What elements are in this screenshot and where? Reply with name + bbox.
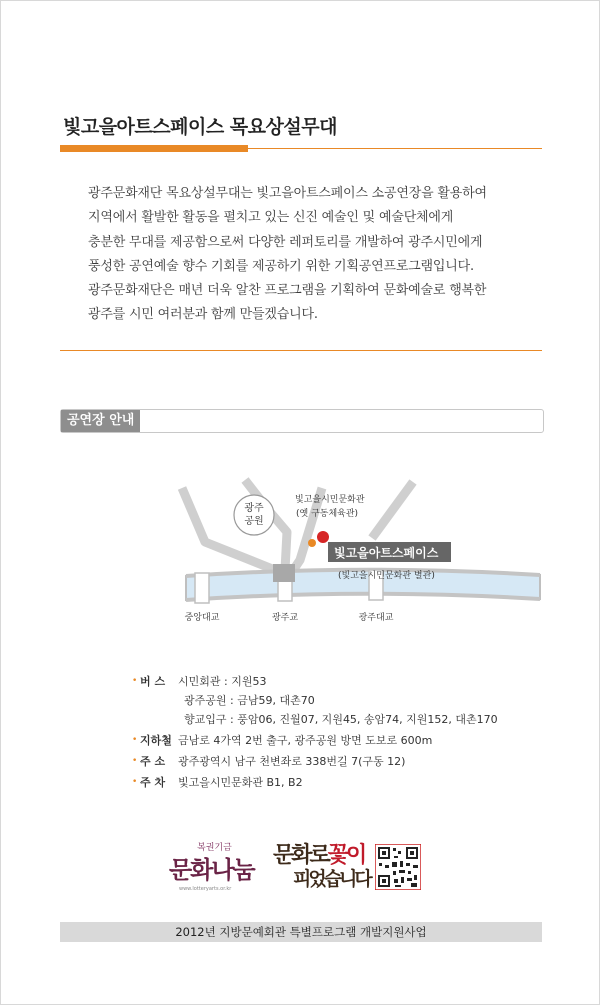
map-bridge xyxy=(195,573,209,603)
sponsor-logos xyxy=(165,838,435,898)
intro-paragraph xyxy=(88,182,528,328)
venue-sub-label: (빛고을시민문화관 별관) xyxy=(338,571,435,581)
lottery-fund-url: www.lotteryarts.or.kr xyxy=(179,886,232,892)
subway-value: 금남로 4가역 2번 출구, 광주공원 방면 도보로 600m xyxy=(178,734,433,747)
intro-line: 풍성한 공연예술 향수 기회를 제공하기 위한 기획공연프로그램입니다. xyxy=(88,258,474,274)
title-underline xyxy=(60,145,542,153)
intro-line: 충분한 무대를 제공함으로써 다양한 레퍼토리를 개발하여 광주시민에게 xyxy=(88,234,483,250)
slogan-flower: 꽃이 xyxy=(327,842,365,868)
park-label-2: 공원 xyxy=(244,516,264,527)
bridge-label: 광주대교 xyxy=(358,613,394,623)
title-underline-line xyxy=(248,148,542,149)
intro-line: 광주를 시민 여러분과 함께 만들겠습니다. xyxy=(88,307,318,323)
park-marker xyxy=(234,495,274,535)
bullet-icon: • xyxy=(132,676,138,686)
bus-key: 버 스 xyxy=(140,675,166,688)
park-label-1: 광주 xyxy=(244,503,264,514)
bullet-icon: • xyxy=(132,777,138,787)
center-label-1: 빛고을시민문화관 xyxy=(295,495,365,505)
directions-list xyxy=(132,672,498,792)
parking-row xyxy=(132,773,498,792)
intro-line: 광주문화재단 목요상설무대는 빛고을아트스페이스 소공연장을 활용하여 xyxy=(88,186,487,201)
parking-key: 주 차 xyxy=(140,776,166,789)
location-map xyxy=(0,460,600,635)
intro-line: 광주문화재단은 매년 더욱 알찬 프로그램을 기획하여 문화예술로 행복한 xyxy=(88,283,487,299)
center-location-icon xyxy=(317,531,329,543)
slogan-line-2: 피었습니다 xyxy=(293,868,370,890)
section-header-label: 공연장 안내 xyxy=(61,410,140,432)
subway-key: 지하철 xyxy=(140,734,172,747)
map-junction xyxy=(273,564,295,582)
address-key: 주 소 xyxy=(140,755,166,768)
bus-line: 시민회관 : 지원53 xyxy=(178,675,267,688)
section-divider xyxy=(60,350,542,351)
venue-location-icon xyxy=(308,539,316,547)
title-underline-accent xyxy=(60,145,248,152)
page-title: 빛고을아트스페이스 목요상설무대 xyxy=(63,116,337,138)
center-label-2: (옛 구동체육관) xyxy=(296,509,359,519)
venue-label: 빛고을아트스페이스 xyxy=(334,546,439,560)
bus-row xyxy=(132,672,498,691)
parking-value: 빛고을시민문화관 B1, B2 xyxy=(178,776,303,789)
slogan-text: 문화로 xyxy=(273,842,328,868)
bridge-label: 광주교 xyxy=(271,613,299,623)
bridge-label: 중앙대교 xyxy=(184,613,220,623)
address-value: 광주광역시 남구 천변좌로 338번길 7(구동 12) xyxy=(178,755,406,768)
subway-row xyxy=(132,731,498,750)
qr-code-icon xyxy=(375,844,421,890)
lottery-fund-small: 복권기금 xyxy=(197,843,232,853)
intro-line: 지역에서 활발한 활동을 펼치고 있는 신진 예술인 및 예술단체에게 xyxy=(88,210,454,226)
lottery-fund-logo xyxy=(165,840,265,900)
slogan-logo xyxy=(273,838,373,898)
bullet-icon: • xyxy=(132,735,138,745)
footer-banner: 2012년 지방문예회관 특별프로그램 개발지원사업 xyxy=(60,922,542,942)
bus-line: 향교입구 : 풍암06, 진월07, 지원45, 송암74, 지원152, 대촌170 xyxy=(184,713,498,726)
bullet-icon: • xyxy=(132,756,138,766)
map-road xyxy=(372,482,413,538)
bus-line: 광주공원 : 금남59, 대촌70 xyxy=(184,694,315,707)
lottery-fund-title: 문화나눔 xyxy=(169,855,254,884)
address-row xyxy=(132,752,498,771)
